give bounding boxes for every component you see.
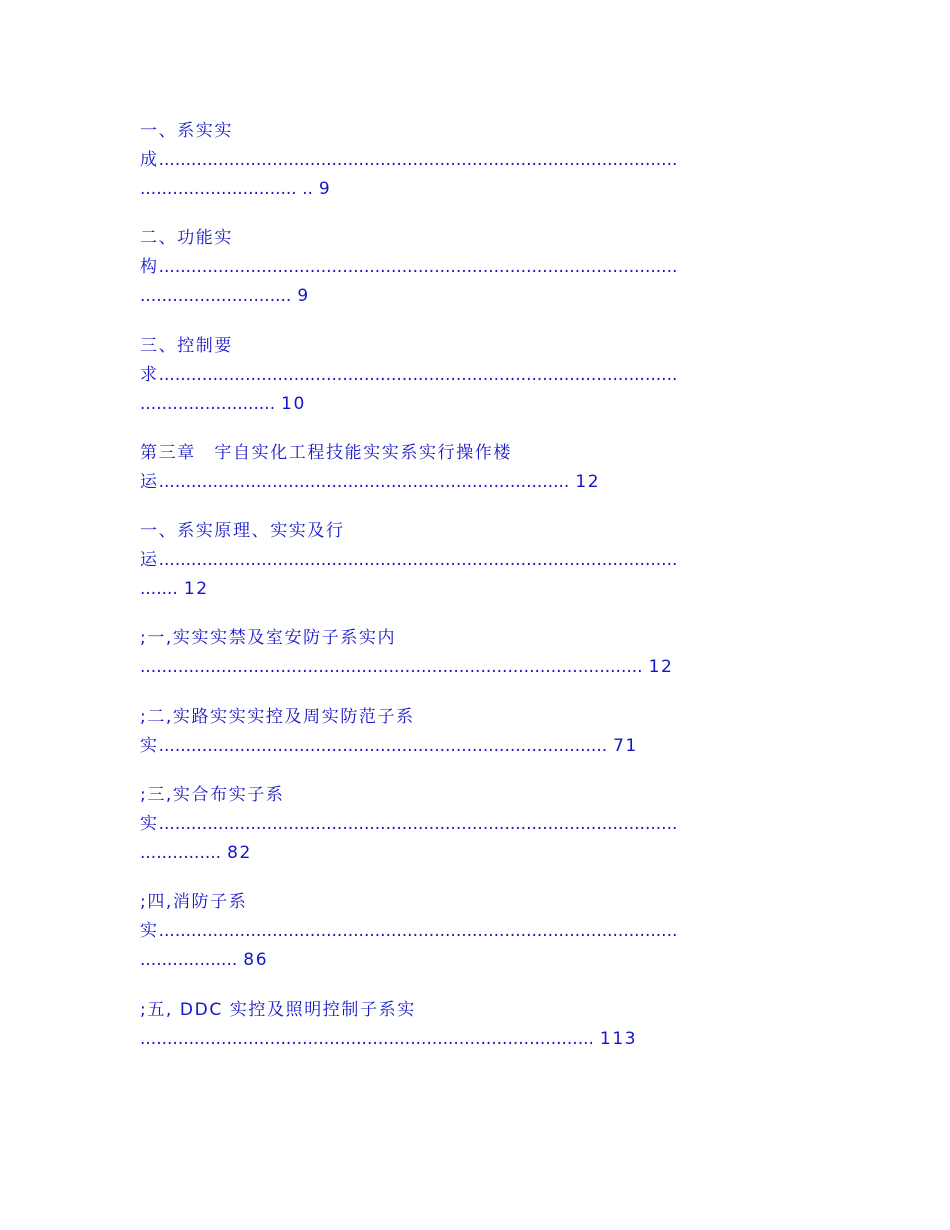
- toc-entry[interactable]: [140, 888, 810, 975]
- toc-leader-line: [140, 575, 810, 604]
- toc-title: ;四,消防子系: [140, 892, 248, 912]
- toc-leader-dots: ................................................................................................: [158, 921, 678, 941]
- toc-entry[interactable]: [140, 996, 810, 1054]
- toc-link[interactable]: [140, 888, 810, 975]
- toc-leader-dots: ................................................................................................: [158, 365, 678, 385]
- toc-leader-line: [140, 653, 810, 682]
- toc-entry[interactable]: [140, 224, 810, 311]
- toc-link[interactable]: [140, 332, 810, 419]
- toc-page-number: 86: [243, 950, 269, 970]
- toc-leader-line: [140, 253, 810, 282]
- toc-page-number: 12: [648, 657, 674, 677]
- toc-leader-dots: .......: [140, 579, 178, 599]
- toc-leader-line: [140, 732, 810, 761]
- toc-leader-dots: ..................: [140, 950, 238, 970]
- toc-title: 第三章 宇自实化工程技能实实系实行操作楼: [140, 443, 512, 463]
- toc-title-continuation: 求: [140, 365, 159, 385]
- toc-title: ;五, DDC 实控及照明控制子系实: [140, 1000, 416, 1020]
- toc-entry[interactable]: [140, 703, 810, 761]
- toc-leader-dots: .............................................................................................: [140, 657, 643, 677]
- toc-entry[interactable]: [140, 517, 810, 604]
- toc-link[interactable]: [140, 624, 810, 682]
- toc-link[interactable]: [140, 439, 810, 497]
- toc-leader-line: [140, 546, 810, 575]
- toc-leader-line: [140, 810, 810, 839]
- toc-entry[interactable]: [140, 781, 810, 868]
- toc-leader-dots: ................................................................................................: [158, 550, 678, 570]
- toc-leader-dots: .........................: [140, 394, 276, 414]
- toc-title: 二、功能实: [140, 228, 233, 248]
- toc-leader-line: [140, 361, 810, 390]
- toc-leader-dots: ...................................................................................: [158, 736, 608, 756]
- toc-page-number: 113: [599, 1029, 638, 1049]
- toc-title-continuation: 实: [140, 921, 159, 941]
- toc-leader-line: [140, 468, 810, 497]
- toc-title: 一、系实原理、实实及行: [140, 521, 345, 541]
- toc-leader-line: [140, 146, 810, 175]
- toc-leader-line: [140, 282, 810, 311]
- toc-link[interactable]: [140, 117, 810, 204]
- toc-title: ;三,实合布实子系: [140, 785, 285, 805]
- toc-leader-line: [140, 917, 810, 946]
- toc-entry[interactable]: [140, 117, 810, 204]
- toc-leader-dots: ............................: [140, 286, 292, 306]
- toc-leader-line: [140, 390, 810, 419]
- toc-title-continuation: 构: [140, 257, 159, 277]
- toc-leader-dots: ............................................................................: [158, 472, 570, 492]
- toc-title: ;一,实实实禁及室安防子系实内: [140, 628, 397, 648]
- toc-title-continuation: 运: [140, 472, 159, 492]
- toc-link[interactable]: [140, 224, 810, 311]
- toc-leader-dots: ................................................................................................: [158, 150, 678, 170]
- toc-entry[interactable]: [140, 439, 810, 497]
- toc-link[interactable]: [140, 517, 810, 604]
- toc-page-number: 10: [281, 394, 306, 414]
- toc-page-number: 9: [297, 286, 310, 306]
- toc-page-number: 12: [183, 579, 209, 599]
- toc-leader-dots: ................................................................................................: [158, 257, 678, 277]
- toc-link[interactable]: [140, 781, 810, 868]
- toc-title-continuation: 成: [140, 150, 159, 170]
- toc-leader-dots: ....................................................................................: [140, 1029, 594, 1049]
- toc-title-continuation: 实: [140, 736, 159, 756]
- toc-leader-dots: ............................. ..: [140, 179, 313, 199]
- toc-page-number: 12: [575, 472, 601, 492]
- toc-leader-line: [140, 1025, 810, 1054]
- toc-leader-line: [140, 839, 810, 868]
- toc-leader-dots: ...............: [140, 843, 222, 863]
- toc-page-number: 9: [318, 179, 332, 199]
- toc-leader-dots: ................................................................................................: [158, 814, 678, 834]
- toc-page-number: 82: [227, 843, 252, 863]
- toc-page-number: 71: [613, 736, 638, 756]
- toc-title: 三、控制要: [140, 336, 233, 356]
- toc-entry[interactable]: [140, 624, 810, 682]
- toc-link[interactable]: [140, 703, 810, 761]
- toc-leader-line: [140, 175, 810, 204]
- toc-link[interactable]: [140, 996, 810, 1054]
- toc-title: ;二,实路实实实控及周实防范子系: [140, 707, 415, 727]
- toc-title: 一、系实实: [140, 121, 233, 141]
- toc-title-continuation: 实: [140, 814, 159, 834]
- toc-leader-line: [140, 946, 810, 975]
- toc-title-continuation: 运: [140, 550, 159, 570]
- toc-entry[interactable]: [140, 332, 810, 419]
